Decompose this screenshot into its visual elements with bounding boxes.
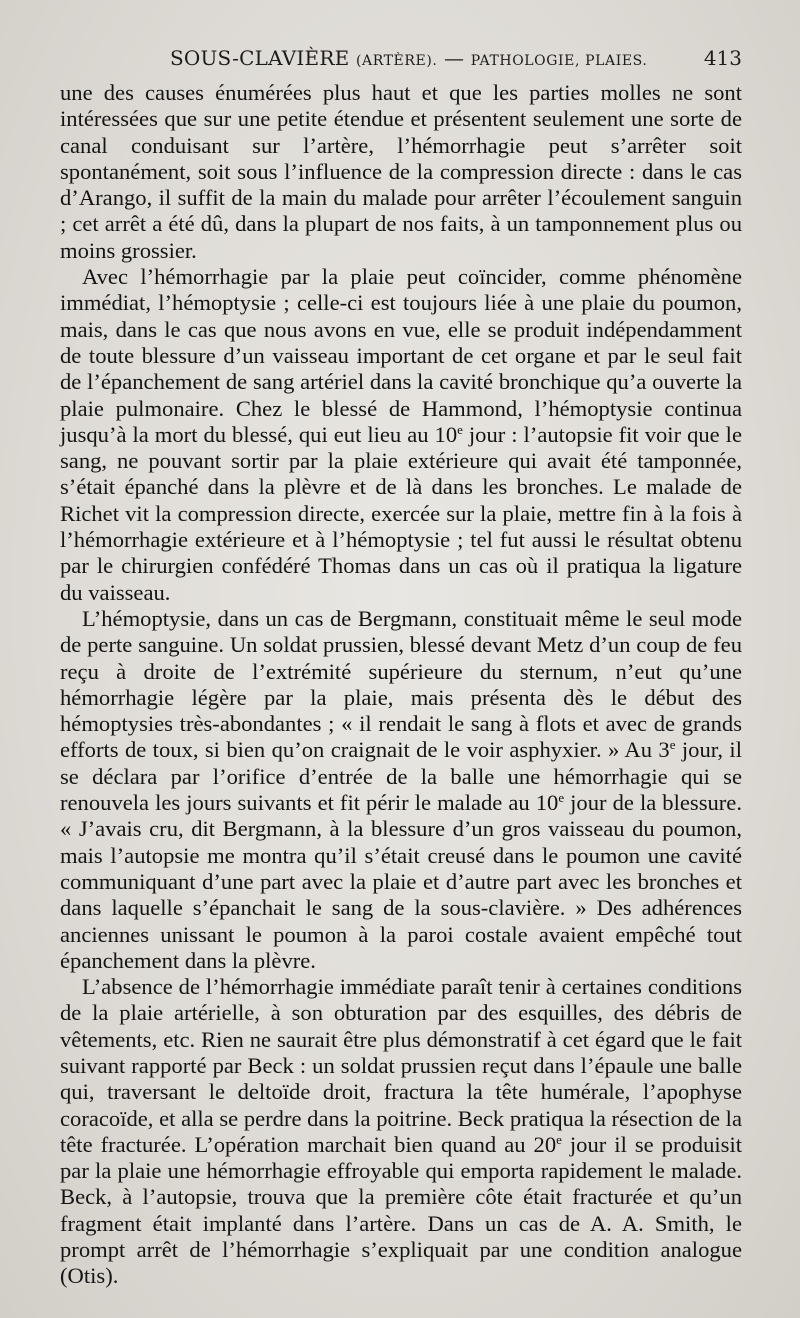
superscript: e [556,1131,562,1147]
title-main: SOUS-CLAVIÈRE [170,46,350,70]
paragraph-2 [60,264,742,606]
text-segment: jour il se produisit par la plaie une hémorrhagie effroyable qui emporta rapidement le malade. Beck, à l’autopsie, trouva que la première côte était fracturée et qu’un fragment était implanté dans l’artère. Dans un cas de A. A. Smith, le prompt arrêt de l’hémorrhagie s’expliquait par une condition analogue (Otis). [60,1131,742,1289]
text-segment: une des causes énumérées plus haut et que les parties molles ne sont intéressées que sur une petite étendue et présentent seulement une sorte de canal conduisant sur l’artère, l’hémorrhagie peut s’arrêter soit spontanément, soit sous l’influence de la compression directe : dans le cas d’Arango, il suffit de la main du malade pour arrêter l’écoulement sanguin ; cet arrêt a été dû, dans la plupart de nos faits, à un tamponnement plus ou moins grossier. [60,80,742,263]
superscript: e [457,421,463,437]
superscript: e [669,737,676,753]
paragraph-4 [60,974,742,1290]
paragraph-1 [60,80,742,264]
text-segment: jour de la blessure. « J’avais cru, dit Bergmann, à la blessure d’un gros vaisseau du poumon, mais l’autopsie me montra qu’il s’était creusé dans le poumon une cavité communiquant d’une part avec la plaie et d’autre part avec les bronches et dans laquelle s’épanchait le sang de la sous-clavière. » Des adhérences anciennes unissant le poumon à la paroi costale avaient empêché tout épanchement dans la plèvre. [60,790,742,973]
body-text [60,80,742,1290]
title-paren: (ARTÈRE). [355,53,438,69]
text-segment: L’hémoptysie, dans un cas de Bergmann, constituait même le seul mode de perte sanguine. Un soldat prussien, blessé devant Metz d’un coup de feu reçu à droite de l’extrémité supérieure du sternum, n’eut qu’une hémorrhagie légère par la plaie, mais présenta dès le début des hémoptysies très-abondantes ; « il rendait le sang à flots et avec de grands efforts de toux, si bien qu’on craignait de le voir asphyxier. » Au 3 [60,605,742,763]
superscript: e [558,790,565,806]
running-header [60,46,742,76]
text-segment: jour : l’autopsie fit voir que le sang, ne pouvant sortir par la plaie extérieure qui avait été tamponnée, s’était épanché dans la plèvre et de là dans les bronches. Le malade de Richet vit la compression directe, exercée sur la plaie, mettre fin à la fois à l’hémorrhagie extérieure et à l’hémoptysie ; tel fut aussi le résultat obtenu par le chirurgien confédéré Thomas dans un cas où il pratiqua la ligature du vaisseau. [60,421,742,605]
title-section: PATHOLOGIE, PLAIES. [470,53,648,69]
paragraph-3 [60,606,742,974]
running-title [170,46,647,70]
text-segment: Avec l’hémorrhagie par la plaie peut coïncider, comme phénomène immédiat, l’hémoptysie ; celle-ci est toujours liée à une plaie du poumon, mais, dans le cas que nous avons en vue, elle se produit indépendamment de toute blessure d’un vaisseau important de cet organe et par le seul fait de l’épanchement de sang artériel dans la cavité bronchique qu’a ouverte la plaie pulmonaire. Chez le blessé de Hammond, l’hémoptysie continua jusqu’à la mort du blessé, qui eut lieu au 10 [60,264,742,447]
title-dash: — [444,46,465,70]
page-number: 413 [703,46,742,70]
text-segment: L’absence de l’hémorrhagie immédiate paraît tenir à certaines conditions de la plaie artérielle, à son obturation par des esquilles, des débris de vêtements, etc. Rien ne saurait être plus démonstratif à cet égard que le fait suivant rapporté par Beck : un soldat prussien reçut dans l’épaule une balle qui, traversant le deltoïde droit, fractura la tête humérale, l’apophyse coracoïde, et alla se perdre dans la poitrine. Beck pratiqua la résection de la tête fracturée. L’opération marchait bien quand au 20 [60,974,742,1157]
text-segment: jour, il se déclara par l’orifice d’entrée de la balle une hémorrhagie qui se renouvela les jours suivants et fit périr le malade au 10 [60,737,742,816]
